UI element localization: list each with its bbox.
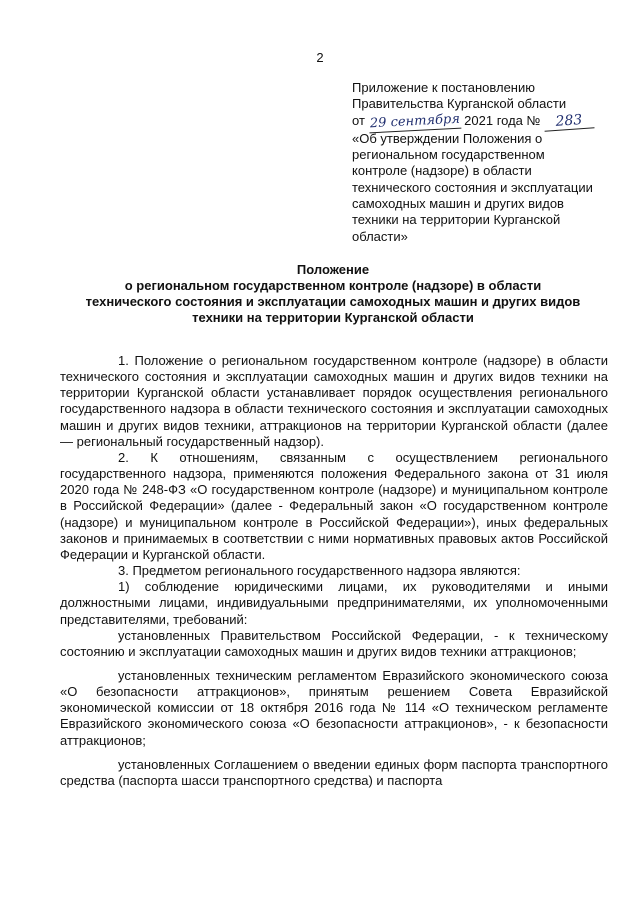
paragraph-1: 1. Положение о региональном государственном контроле (надзоре) в области технического состояния и эксплуатации самоходных машин и других видов техники на территории Курганской области устанавливает порядок осуществления регионального государственного надзора в области технического состояния и эксплуатации самоходных машин и других видов техники, аттракционов на территории Курганской области (далее — региональный государственный надзор).: [60, 353, 608, 449]
title-line-1: Положение: [296, 262, 370, 277]
handwritten-date: 29 сентября: [368, 111, 461, 133]
annex-subject-line: «Об утверждении Положения о: [352, 130, 543, 146]
handwritten-number: 283: [544, 111, 595, 132]
annex-subject-line: контроле (надзоре) в области: [352, 163, 532, 179]
annex-subject-line: региональном государственном: [352, 147, 545, 163]
paragraph-3-1: 1) соблюдение юридическими лицами, их руководителями и иными должностными лицами, индивидуальными предпринимателями, их уполномоченными представителями, требований:: [60, 579, 608, 627]
annex-subject-line: самоходных машин и других видов: [352, 196, 564, 212]
annex-header: [352, 80, 602, 245]
document-title: [60, 262, 606, 326]
page-number: 2: [316, 50, 324, 65]
document-body: [60, 353, 608, 789]
paragraph-requirement-2: установленных техническим регламентом Евразийского экономического союза «О безопасности аттракционов», принятым решением Совета Евразийской экономической комиссии от 18 октября 2016 года № 114 «О техническом регламенте Евразийского экономического союза «О безопасности аттракционов», - к безопасности аттракционов;: [60, 667, 608, 748]
paragraph-2: 2. К отношениям, связанным с осуществлением регионального государственного надзора, применяются положения Федерального закона от 31 июля 2020 года № 248-ФЗ «О государственном контроле (надзоре) и муниципальном контроле в Российской Федерации» (далее - Федеральный закон «О государственном контроле (надзоре) и муниципальном контроле в Российской Федерации»), иных федеральных законов и принимаемых в соответствии с ними нормативных правовых актов Российской Федерации и Курганской области.: [60, 449, 608, 562]
title-line-2: о региональном государственном контроле (надзоре) в области: [124, 278, 542, 293]
annex-subject-line: технического состояния и эксплуатации: [352, 179, 593, 195]
paragraph-requirement-1: установленных Правительством Российской Федерации, - к техническому состоянию и эксплуатации самоходных машин и других видов техники аттракционов;: [60, 627, 608, 659]
date-suffix: 2021 года №: [464, 112, 541, 128]
annex-line-1: Приложение к постановлению: [352, 80, 535, 95]
annex-line-2: Правительства Курганской области: [352, 96, 567, 112]
annex-date-line: [352, 113, 602, 131]
date-prefix: от: [352, 112, 365, 128]
title-line-4: техники на территории Курганской области: [192, 310, 474, 325]
paragraph-3: 3. Предметом регионального государственного надзора являются:: [118, 563, 521, 579]
title-line-3: технического состояния и эксплуатации самоходных машин и других видов: [85, 294, 581, 309]
annex-subject-line: техники на территории Курганской: [352, 212, 561, 228]
annex-subject-line: области»: [352, 228, 408, 244]
paragraph-requirement-3: установленных Соглашением о введении единых форм паспорта транспортного средства (паспорта шасси транспортного средства) и паспорта: [60, 756, 608, 788]
